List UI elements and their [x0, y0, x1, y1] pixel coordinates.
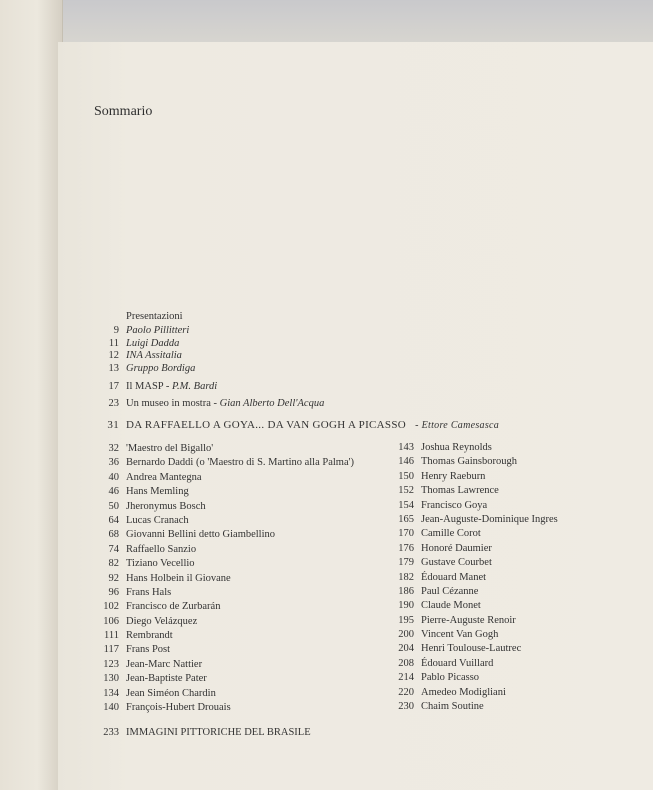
artist-name: 'Maestro del Bigallo': [126, 443, 214, 454]
entry-text: INA Assitalia: [126, 350, 182, 361]
toc-entry: [97, 600, 354, 614]
artist-name: Thomas Lawrence: [421, 485, 499, 497]
artist-name: François-Hubert Drouais: [126, 702, 231, 714]
page-number: 74: [108, 543, 119, 555]
page-title: Sommario: [94, 104, 153, 119]
toc-entry: [97, 687, 354, 701]
toc-entry: [97, 672, 354, 686]
toc-entry: [97, 643, 354, 657]
toc-entry: [97, 658, 354, 672]
page-number: 233: [103, 727, 119, 738]
toc-entry-masp: [97, 380, 217, 394]
toc-entry: [97, 500, 354, 514]
toc-entry: [392, 700, 558, 714]
artist-name: Hans Memling: [126, 486, 189, 498]
entry-text: Gruppo Bordiga: [126, 363, 196, 374]
page-number: 9: [113, 325, 119, 336]
toc-entry: [392, 556, 558, 570]
page-number: 17: [108, 381, 119, 392]
page-number: 204: [398, 643, 414, 655]
toc-entry: [97, 543, 354, 557]
artist-name: Giovanni Bellini detto Giambellino: [126, 529, 276, 541]
artist-name: Rembrandt: [126, 630, 173, 642]
toc-entry: [97, 615, 354, 629]
artist-name: Jean-Baptiste Pater: [126, 673, 207, 685]
page-number: 200: [398, 629, 414, 641]
page-number: 186: [398, 585, 414, 597]
artist-name: Joshua Reynolds: [421, 442, 492, 453]
artist-name: Claude Monet: [421, 600, 481, 612]
presentazioni-heading: Presentazioni: [126, 311, 183, 322]
toc-entry: [392, 571, 558, 585]
toc-entry: [97, 471, 354, 485]
artist-name: Francisco Goya: [421, 499, 488, 511]
page-number: 117: [103, 644, 119, 656]
artist-name: Amedeo Modigliani: [421, 686, 506, 698]
page-number: 154: [398, 499, 414, 511]
page-number: 12: [108, 350, 119, 361]
page-number: 146: [398, 456, 414, 468]
page-number: 68: [108, 529, 119, 541]
artist-name: Vincent Van Gogh: [421, 629, 499, 641]
toc-entry: [97, 572, 354, 586]
page-number: 195: [398, 614, 414, 626]
toc-entry: [392, 628, 558, 642]
artist-name: Jean-Auguste-Dominique Ingres: [421, 513, 558, 525]
page-number: 36: [108, 457, 119, 469]
artist-name: Bernardo Daddi (o 'Maestro di S. Martino alla Palma'): [126, 457, 355, 469]
toc-entry: [97, 701, 354, 715]
page-number: 31: [107, 419, 119, 431]
toc-entry: [392, 614, 558, 628]
artist-name: Frans Hals: [126, 586, 172, 598]
page-number: 40: [108, 471, 119, 483]
left-page-edge: [0, 0, 63, 790]
toc-entry: [97, 485, 354, 499]
toc-entry: [392, 470, 558, 484]
toc-entry: [392, 542, 558, 556]
toc-entry: [392, 671, 558, 685]
entry-text: Il MASP -: [126, 381, 172, 392]
page-number: 190: [398, 600, 414, 612]
artist-name: Tiziano Vecellio: [126, 558, 195, 570]
toc-entry: [392, 599, 558, 613]
page-number: 214: [398, 672, 414, 684]
artist-name: Chaim Soutine: [421, 701, 484, 713]
toc-entry: [97, 456, 354, 470]
page-number: 102: [103, 601, 119, 613]
toc-entry: [392, 657, 558, 671]
toc-entry: [392, 441, 558, 455]
page-number: 111: [104, 630, 119, 642]
right-artist-list: [392, 441, 558, 714]
artist-name: Gustave Courbet: [421, 557, 492, 569]
toc-entry: [97, 362, 195, 376]
page-number: 46: [108, 486, 119, 498]
entry-author: Gian Alberto Dell'Acqua: [219, 398, 325, 409]
page-number: 220: [398, 686, 414, 698]
page-number: 130: [103, 673, 119, 685]
artist-name: Francisco de Zurbarán: [126, 601, 221, 613]
page-number: 82: [108, 558, 119, 570]
entry-text: Luigi Dadda: [126, 338, 180, 349]
toc-entry: [392, 455, 558, 469]
page-number: 32: [108, 443, 119, 454]
artist-name: Jean-Marc Nattier: [126, 658, 203, 670]
page-number: 123: [103, 658, 119, 670]
toc-entry: [97, 586, 354, 600]
toc-entry: [392, 686, 558, 700]
toc-entry: [97, 629, 354, 643]
toc-entry: [392, 642, 558, 656]
toc-entry: [392, 513, 558, 527]
toc-entry: [392, 484, 558, 498]
artist-name: Thomas Gainsborough: [421, 456, 517, 468]
artist-name: Paul Cézanne: [421, 585, 479, 597]
artist-name: Jheronymus Bosch: [126, 500, 206, 512]
artist-name: Frans Post: [126, 644, 171, 656]
artist-name: Édouard Vuillard: [421, 657, 494, 669]
toc-entry-brasile: [97, 726, 311, 740]
page-number: 150: [398, 470, 414, 482]
toc-entry: [392, 527, 558, 541]
page-number: 50: [108, 500, 119, 512]
toc-entry: [97, 528, 354, 542]
page-number: 13: [108, 363, 119, 374]
page-number: 140: [103, 702, 119, 714]
page-number: 11: [108, 338, 119, 349]
page-number: 143: [398, 442, 414, 453]
toc-entry: [392, 499, 558, 513]
entry-text: IMMAGINI PITTORICHE DEL BRASILE: [126, 727, 311, 738]
entry-author: P.M. Bardi: [172, 381, 218, 392]
page-number: 92: [108, 572, 119, 584]
page-number: 23: [108, 398, 119, 409]
background-shadow: [0, 0, 653, 46]
toc-entry-museo: [97, 397, 324, 411]
toc-entry: [97, 349, 182, 363]
entry-text: Paolo Pillitteri: [126, 325, 190, 336]
entry-text: DA RAFFAELLO A GOYA... DA VAN GOGH A PICASSO: [126, 419, 407, 431]
artist-name: Hans Holbein il Giovane: [126, 572, 231, 584]
entry-author: - Ettore Camesasca: [415, 420, 500, 431]
artist-name: Jean Siméon Chardin: [126, 687, 216, 699]
artist-name: Henry Raeburn: [421, 470, 486, 482]
artist-name: Honoré Daumier: [421, 542, 492, 554]
page-number: 170: [398, 528, 414, 540]
toc-entry-raffaello: [97, 418, 499, 433]
page-number: 96: [108, 586, 119, 598]
left-artist-list: [97, 442, 354, 715]
artist-name: Pierre-Auguste Renoir: [421, 614, 516, 626]
page-number: 152: [398, 485, 414, 497]
page-number: 176: [398, 542, 414, 554]
toc-entry: [97, 557, 354, 571]
page-number: 106: [103, 615, 119, 627]
artist-name: Édouard Manet: [421, 571, 487, 583]
toc-entry: [392, 585, 558, 599]
artist-name: Andrea Mantegna: [126, 471, 202, 483]
page-number: 208: [398, 657, 414, 669]
artist-name: Raffaello Sanzio: [126, 543, 197, 555]
entry-text: Un museo in mostra -: [126, 398, 220, 409]
toc-entry: [97, 514, 354, 528]
artist-name: Henri Toulouse-Lautrec: [421, 643, 522, 655]
artist-name: Camille Corot: [421, 528, 481, 540]
artist-name: Lucas Cranach: [126, 514, 189, 526]
page-number: 179: [398, 557, 414, 569]
artist-name: Pablo Picasso: [421, 672, 480, 684]
page-number: 64: [108, 514, 119, 526]
page-number: 165: [398, 513, 414, 525]
artist-name: Diego Velázquez: [126, 615, 198, 627]
toc-entry: [97, 442, 354, 456]
toc-entry: [97, 324, 189, 338]
page-number: 182: [398, 571, 414, 583]
page-number: 134: [103, 687, 119, 699]
page-number: 230: [398, 701, 414, 713]
